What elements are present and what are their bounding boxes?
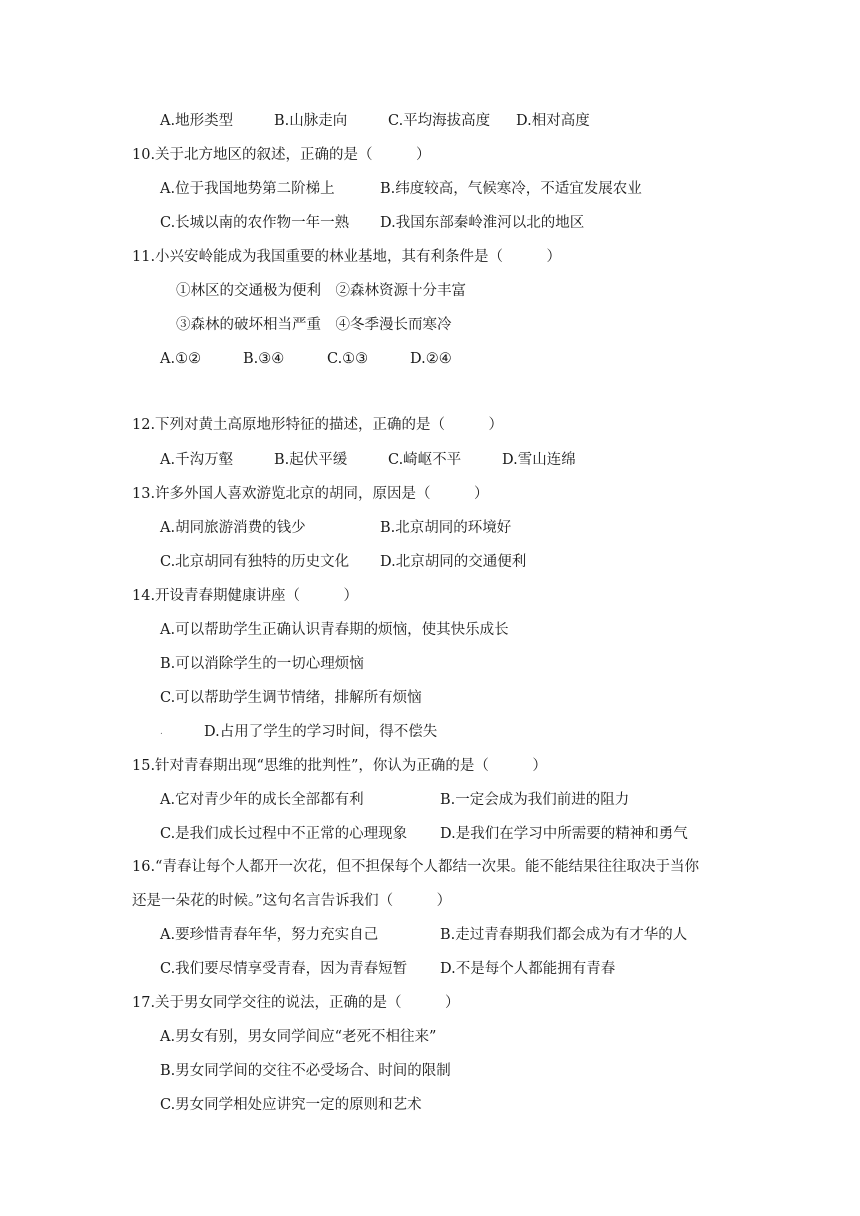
q16-stem-line1: 16.“青春让每个人都开一次花，但不担保每个人都结一次果。能不能结果往往取决于当你 bbox=[132, 859, 699, 875]
q14-stem: 14.开设青春期健康讲座（ ） bbox=[132, 588, 359, 604]
q12-option-a: A.千沟万壑 bbox=[160, 452, 234, 468]
q13-option-c: C.北京胡同有独特的历史文化 bbox=[160, 554, 350, 570]
q12-option-d: D.雪山连绵 bbox=[502, 452, 576, 468]
q15-option-c: C.是我们成长过程中不正常的心理现象 bbox=[160, 826, 408, 842]
q17-option-c: C.男女同学相处应讲究一定的原则和艺术 bbox=[160, 1097, 422, 1113]
q10-stem: 10.关于北方地区的叙述，正确的是（ ） bbox=[132, 147, 431, 163]
q12-stem: 12.下列对黄土高原地形特征的描述，正确的是（ ） bbox=[132, 417, 504, 433]
q17-option-b: B.男女同学间的交往不必受场合、时间的限制 bbox=[160, 1063, 451, 1079]
q9-option-b: B.山脉走向 bbox=[274, 113, 348, 129]
q11-option-b: B.③④ bbox=[243, 351, 285, 367]
q13-option-d: D.北京胡同的交通便利 bbox=[380, 554, 527, 570]
q16-option-b: B.走过青春期我们都会成为有才华的人 bbox=[440, 927, 688, 943]
q15-option-b: B.一定会成为我们前进的阻力 bbox=[440, 792, 630, 808]
q13-stem: 13.许多外国人喜欢游览北京的胡同，原因是（ ） bbox=[132, 486, 489, 502]
q9-option-a: A.地形类型 bbox=[160, 113, 234, 129]
q14-option-a: A.可以帮助学生正确认识青春期的烦恼，使其快乐成长 bbox=[160, 622, 509, 638]
q16-option-a: A.要珍惜青春年华，努力充实自己 bbox=[160, 927, 379, 943]
q11-statements-1: ①林区的交通极为便利 ②森林资源十分丰富 bbox=[176, 283, 466, 299]
q15-option-d: D.是我们在学习中所需要的精神和勇气 bbox=[440, 826, 688, 842]
q13-option-b: B.北京胡同的环境好 bbox=[380, 520, 512, 536]
q16-option-d: D.不是每个人都能拥有青春 bbox=[440, 961, 616, 977]
stray-dot: . bbox=[160, 727, 163, 737]
q12-option-b: B.起伏平缓 bbox=[274, 452, 348, 468]
q10-option-c: C.长城以南的农作物一年一熟 bbox=[160, 215, 350, 231]
q17-stem: 17.关于男女同学交往的说法，正确的是（ ） bbox=[132, 995, 460, 1011]
q11-option-c: C.①③ bbox=[327, 351, 369, 367]
q16-stem-line2: 还是一朵花的时候。”这句名言告诉我们（ ） bbox=[132, 893, 452, 909]
q16-option-c: C.我们要尽情享受青春，因为青春短暂 bbox=[160, 961, 408, 977]
q14-option-d: D.占用了学生的学习时间，得不偿失 bbox=[204, 724, 438, 740]
q13-option-a: A.胡同旅游消费的钱少 bbox=[160, 520, 306, 536]
q11-option-d: D.②④ bbox=[410, 351, 452, 367]
q17-option-a: A.男女有别，男女同学间应“老死不相往来” bbox=[160, 1029, 437, 1045]
q11-statements-2: ③森林的破坏相当严重 ④冬季漫长而寒冷 bbox=[176, 317, 452, 333]
q15-stem: 15.针对青春期出现“思维的批判性”，你认为正确的是（ ） bbox=[132, 758, 547, 774]
q14-option-b: B.可以消除学生的一切心理烦恼 bbox=[160, 656, 364, 672]
q10-option-b: B.纬度较高，气候寒冷，不适宜发展农业 bbox=[380, 181, 642, 197]
q14-option-c: C.可以帮助学生调节情绪，排解所有烦恼 bbox=[160, 690, 422, 706]
q9-option-c: C.平均海拔高度 bbox=[388, 113, 491, 129]
q15-option-a: A.它对青少年的成长全部都有利 bbox=[160, 792, 364, 808]
q10-option-d: D.我国东部秦岭淮河以北的地区 bbox=[380, 215, 585, 231]
q11-option-a: A.①② bbox=[160, 351, 202, 367]
q11-stem: 11.小兴安岭能成为我国重要的林业基地，其有利条件是（ ） bbox=[132, 249, 562, 265]
q10-option-a: A.位于我国地势第二阶梯上 bbox=[160, 181, 335, 197]
q12-option-c: C.崎岖不平 bbox=[388, 452, 462, 468]
q9-option-d: D.相对高度 bbox=[516, 113, 590, 129]
